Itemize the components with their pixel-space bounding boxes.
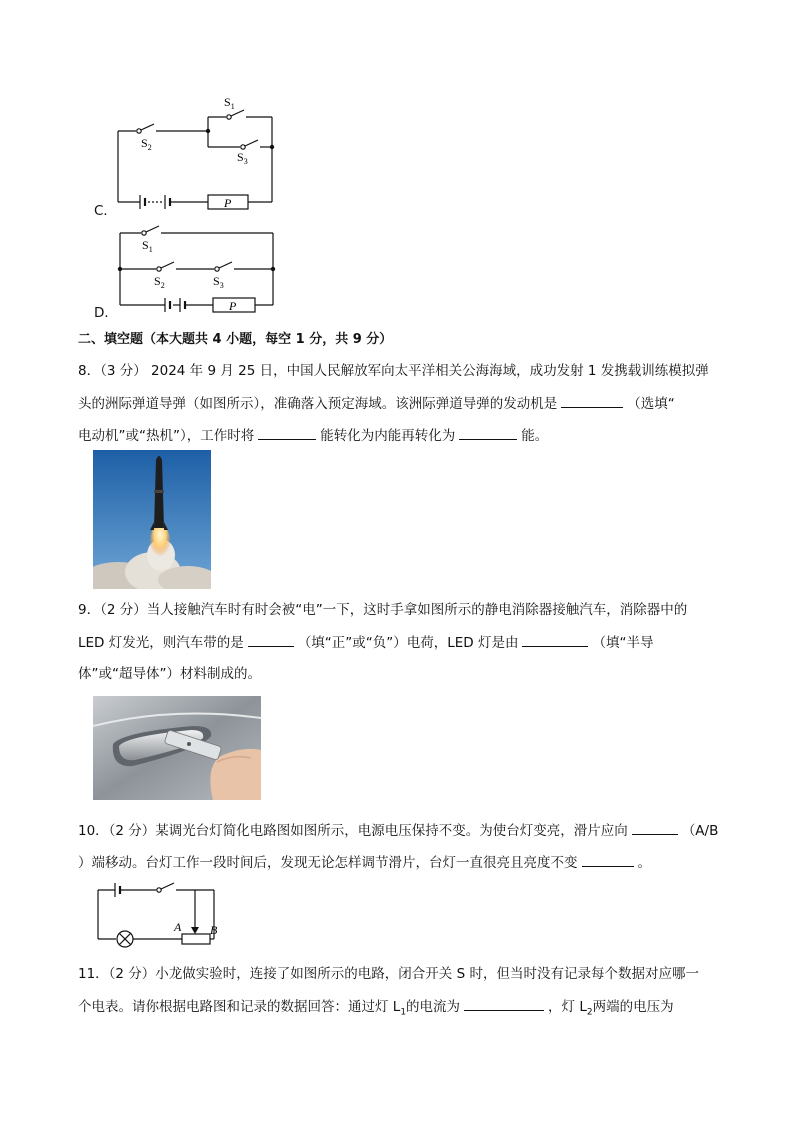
q9-line-3: 体”或“超导体”）材料制成的。 (78, 666, 261, 682)
option-d-text: D． (94, 305, 118, 321)
c-s2-label: $S_2$ (141, 136, 152, 152)
c-p-label: P (224, 196, 232, 210)
q10-a-label: A (174, 920, 182, 934)
d-s1-label: $S_1$ (142, 238, 153, 254)
option-c-text: C． (94, 203, 117, 219)
q10-blank-2[interactable] (582, 852, 634, 867)
dimmer-circuit-diagram (90, 880, 230, 950)
q8-line-3: 电动机”或“热机”），工作时将 能转化为内能再转化为 能。 (78, 425, 548, 446)
d-p-label: P (229, 299, 237, 313)
q10-line-1: 10．（2 分）某调光台灯简化电路图如图所示，电源电压保持不变。为使台灯变亮，滑片应向 （A/B (78, 820, 718, 841)
q11-line-1: 11．（2 分）小龙做实验时，连接了如图所示的电路，闭合开关 S 时，但当时没有记录每个数据对应哪一 (78, 966, 699, 982)
circuit-diagram-d (110, 220, 290, 320)
static-eliminator-image (93, 696, 261, 800)
q9-blank-1[interactable] (248, 632, 294, 647)
d-s2-label: $S_2$ (154, 274, 165, 290)
c-s3-label: $S_3$ (237, 150, 248, 166)
q9-blank-2[interactable] (522, 632, 588, 647)
section-title: 二、填空题（本大题共 4 小题，每空 1 分，共 9 分） (78, 332, 393, 347)
q9-line-1: 9．（2 分）当人接触汽车时有时会被“电”一下，这时手拿如图所示的静电消除器接触汽车，消除器中的 (78, 602, 688, 618)
q10-line-2: ）端移动。台灯工作一段时间后，发现无论怎样调节滑片，台灯一直很亮且亮度不变 。 (78, 852, 651, 873)
q8-line-1: 8．（3 分） 2024 年 9 月 25 日，中国人民解放军向太平洋相关公海海域，成功发射 1 发携载训练模拟弹 (78, 363, 709, 379)
c-s1-label: $S_1$ (224, 95, 235, 111)
q8-blank-2[interactable] (258, 425, 316, 440)
q11-line-2: 个电表。请你根据电路图和记录的数据回答：通过灯 $L_1$的电流为 ，灯 $L_2$两端的电压为 (78, 996, 674, 1023)
q8-blank-3[interactable] (459, 425, 517, 440)
d-s3-label: $S_3$ (213, 274, 224, 290)
missile-launch-image (93, 450, 211, 589)
circuit-diagram-c (110, 94, 290, 216)
q10-blank-1[interactable] (632, 820, 678, 835)
q8-line-2: 头的洲际弹道导弹（如图所示），准确落入预定海域。该洲际弹道导弹的发动机是 （选填“ (78, 393, 675, 414)
q8-blank-1[interactable] (561, 393, 623, 408)
q10-b-label: B (210, 923, 218, 937)
q9-line-2: LED 灯发光，则汽车带的是 （填“正”或“负”）电荷，LED 灯是由 （填“半导 (78, 632, 653, 653)
q11-blank-1[interactable] (464, 996, 544, 1011)
